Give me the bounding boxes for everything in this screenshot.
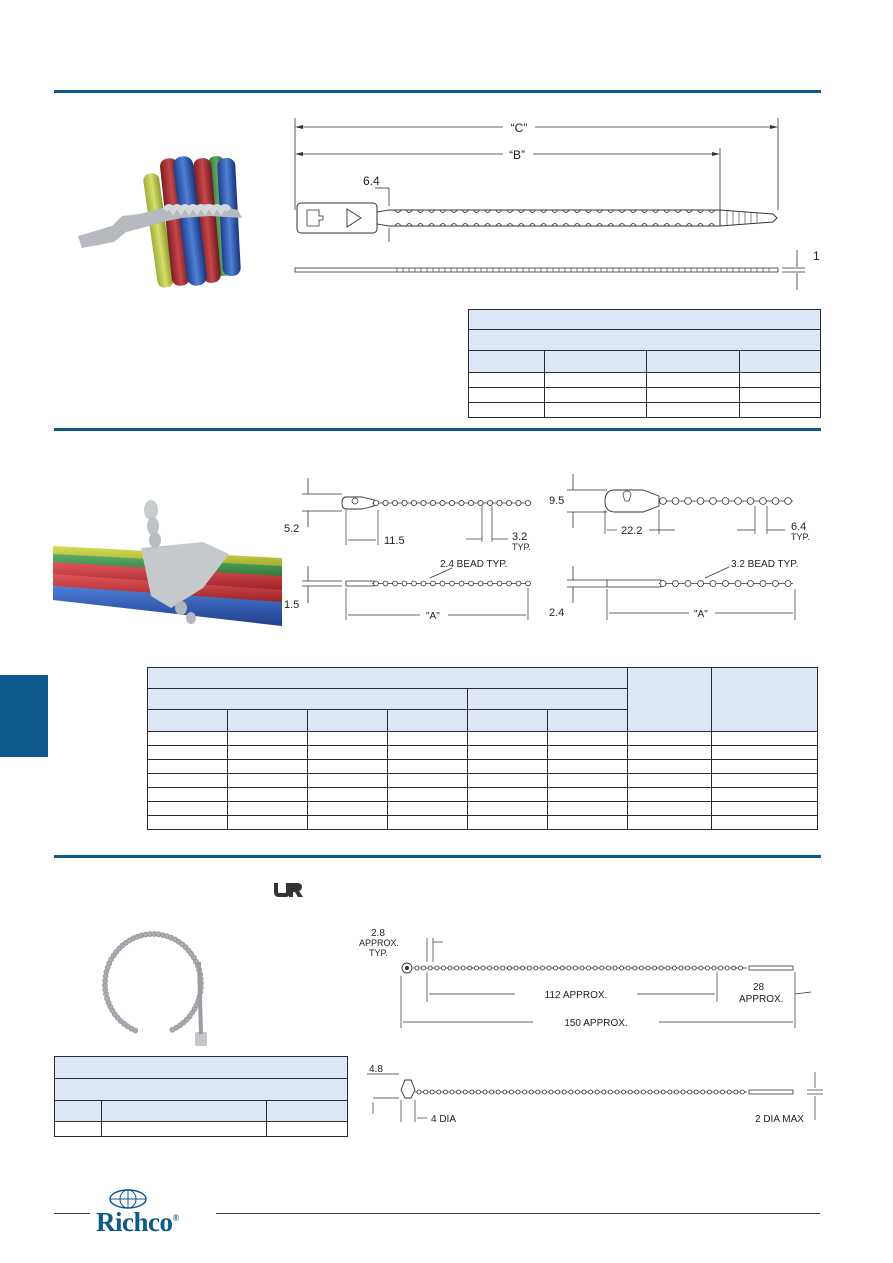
spec-table-2	[147, 667, 818, 830]
end-dia-label: 2 DIA MAX	[755, 1114, 804, 1125]
section-divider	[54, 90, 821, 93]
head-size-label: 4.8	[369, 1064, 383, 1075]
dimension-c-label: “C”	[510, 121, 528, 135]
bead-label-large: 3.2 BEAD TYP.	[731, 559, 799, 570]
dim-height-large: 9.5	[549, 495, 565, 507]
dimension-thickness-label: 1	[813, 249, 820, 263]
typ-label: TYP.	[512, 542, 531, 552]
product-photo-bead-tie	[53, 496, 282, 632]
product-photo-tie-bundle	[70, 128, 262, 290]
dim-thickness-small: 1.5	[284, 599, 300, 611]
section-divider	[54, 428, 821, 431]
globe-icon	[108, 1189, 148, 1209]
dim-pitch-small: 3.2	[512, 531, 528, 543]
richco-logo[interactable]	[96, 1189, 212, 1237]
bead-tie-drawing-small	[280, 470, 550, 630]
spec-table-3	[54, 1056, 348, 1137]
dim-head-small: 11.5	[384, 535, 405, 547]
bead-tie-drawing-large	[545, 470, 825, 630]
tie-drawing-top	[285, 110, 835, 300]
total-length-label: 150 APPROX.	[564, 1018, 628, 1029]
dim-a-large: "A"	[694, 609, 708, 620]
head-dia-label: 4 DIA	[431, 1114, 457, 1125]
bead-strap-drawing	[355, 922, 825, 1132]
footer-rule	[216, 1213, 820, 1214]
product-photo-bead-loop	[97, 922, 217, 1050]
end-length-label: 28	[753, 982, 765, 993]
section-divider	[54, 855, 821, 858]
side-tab	[0, 675, 48, 757]
approx-label: APPROX.	[359, 938, 400, 948]
pitch-label: 2.8	[371, 928, 385, 939]
spec-table-1	[468, 309, 821, 418]
end-approx-label: APPROX.	[739, 994, 784, 1005]
bead-label-small: 2.4 BEAD TYP.	[440, 559, 508, 570]
mid-length-label: 112 APPROX.	[544, 990, 608, 1001]
dim-a-small: "A"	[426, 611, 440, 622]
dim-height-small: 5.2	[284, 523, 300, 535]
typ-label: TYP.	[369, 948, 388, 958]
dimension-width-label: 6.4	[363, 174, 380, 188]
footer-rule	[54, 1213, 90, 1214]
typ-label: TYP.	[791, 532, 810, 542]
ul-recognized-icon	[271, 880, 307, 900]
dim-thickness-large: 2.4	[549, 607, 565, 619]
dim-head-large: 22.2	[621, 525, 643, 537]
dimension-b-label: “B”	[509, 148, 525, 162]
dim-pitch-large: 6.4	[791, 521, 807, 533]
brand-name: Richco®	[96, 1207, 179, 1237]
